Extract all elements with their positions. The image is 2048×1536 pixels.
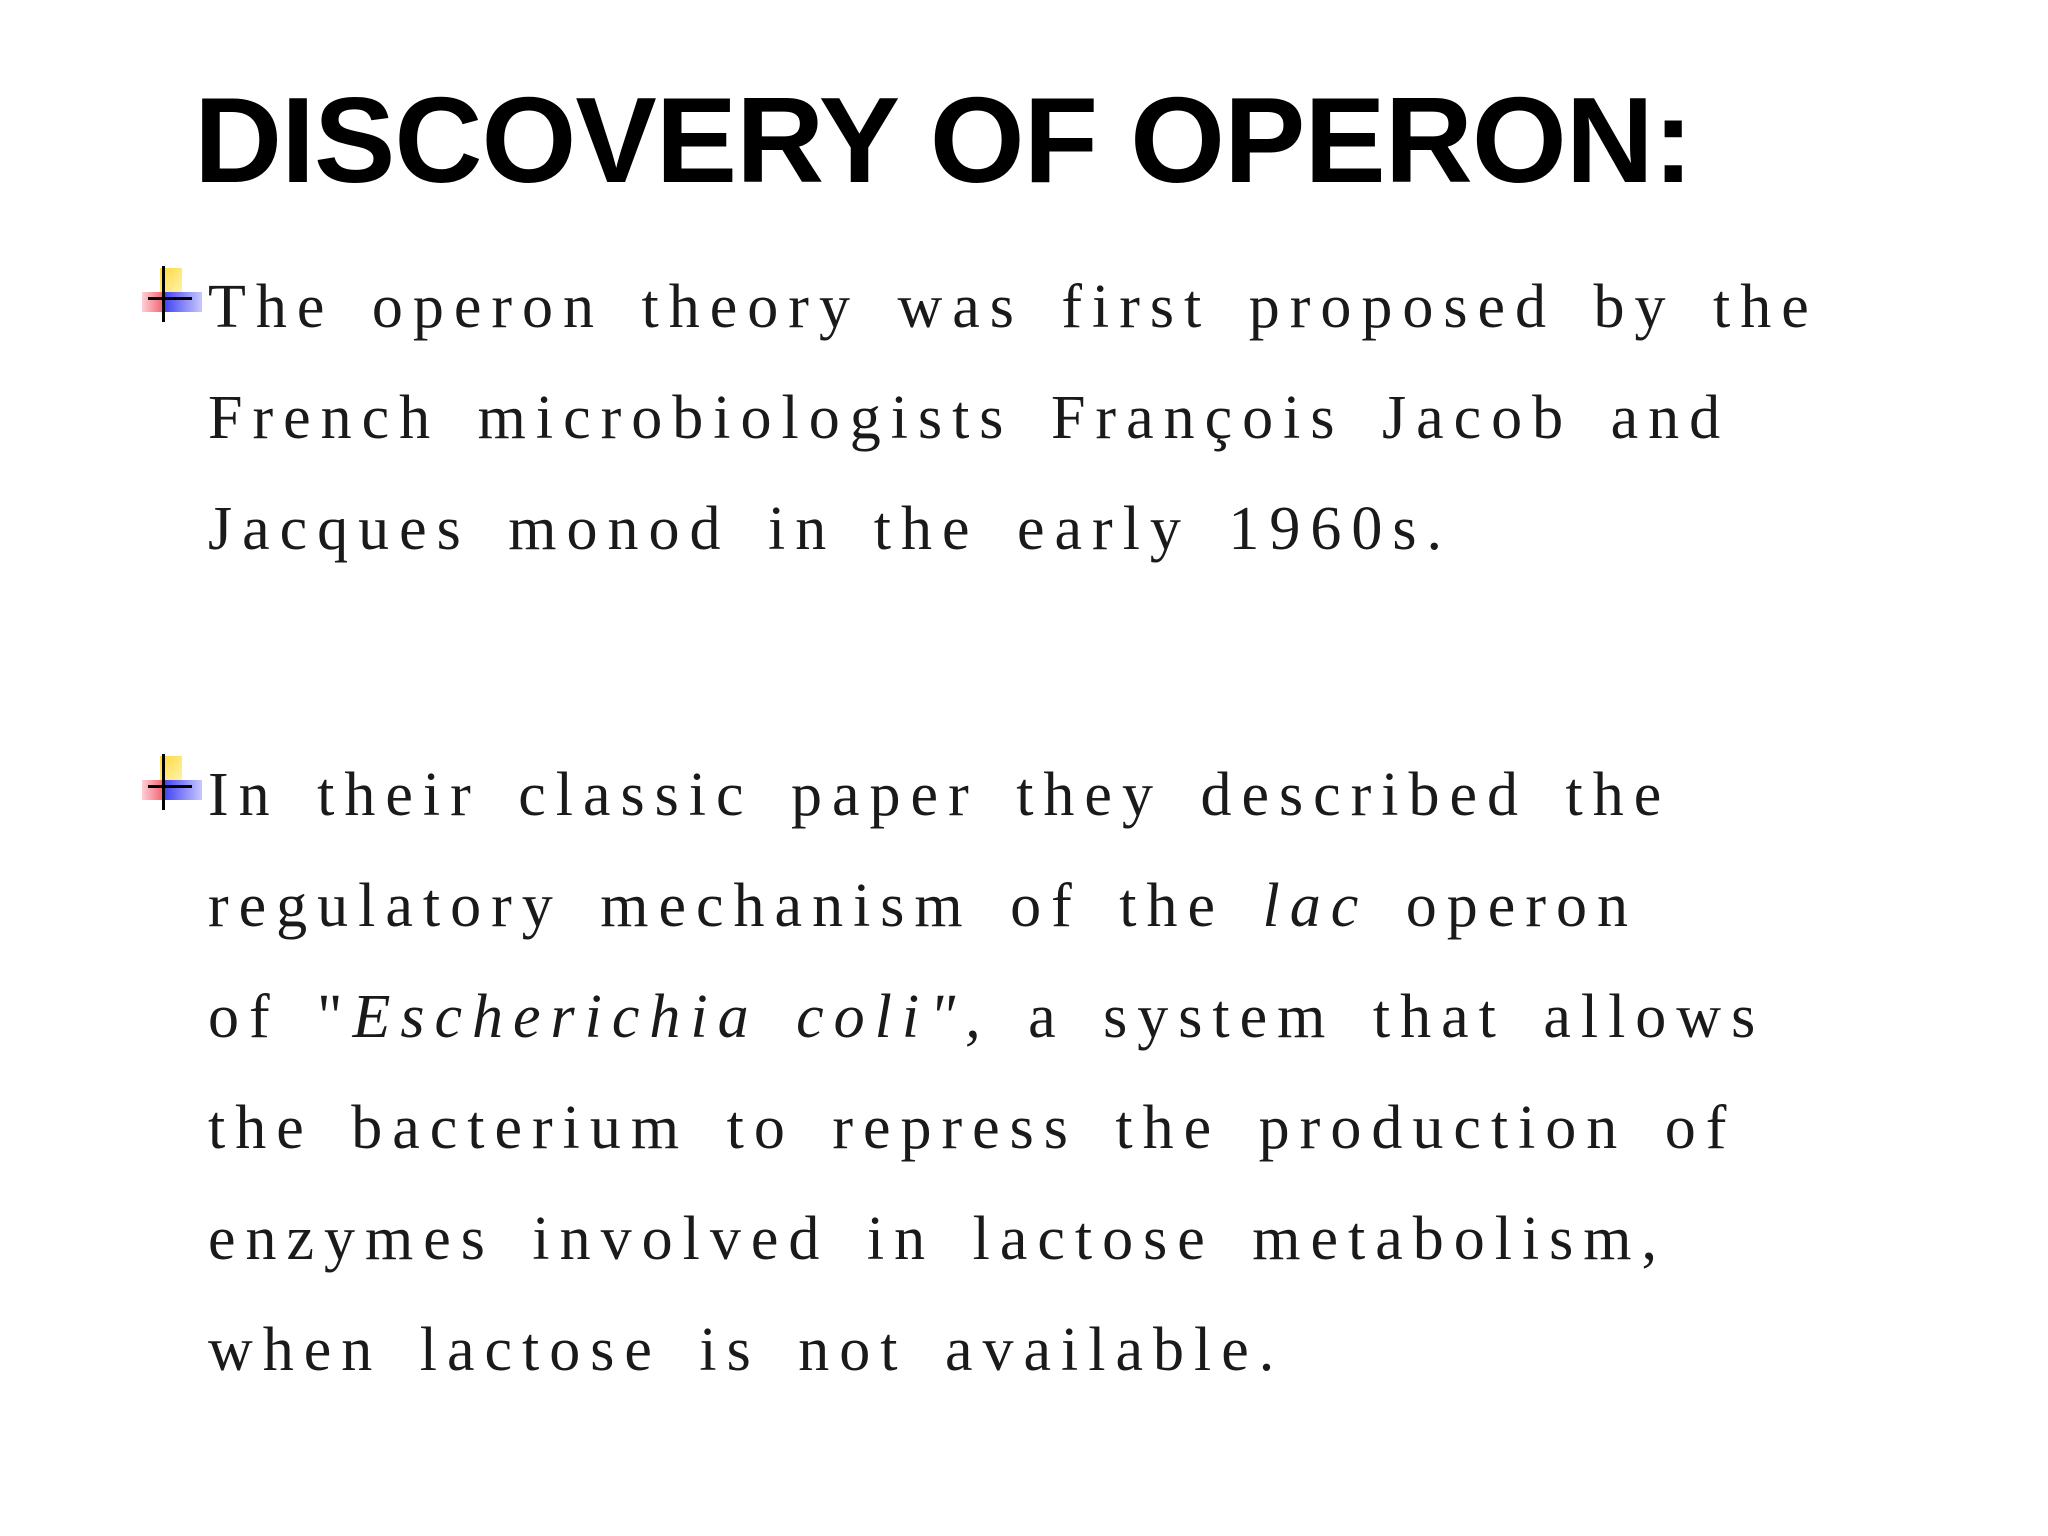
italic-term-lac: lac [1262,872,1369,940]
text-line: enzymes involved in lactose metabolism, [208,1205,1668,1273]
plus-cross-bullet-icon [140,266,204,324]
text-run: regulatory mechanism of the [208,872,1263,940]
text-run: of " [208,983,353,1051]
text-line: In their classic paper they described the [208,761,1672,829]
text-run: operon [1368,872,1638,940]
slide-title: DISCOVERY OF OPERON: [194,72,1693,208]
plus-cross-bullet-icon [140,754,204,812]
text-line: The operon theory was first proposed by the [208,273,1819,341]
text-line: the bacterium to repress the production of [208,1094,1737,1162]
text-line: when lactose is not available. [208,1316,1285,1384]
text-line [208,962,1928,1073]
text-line [208,851,1928,962]
text-line: Jacques monod in the early 1960s. [208,495,1453,563]
bullet-text [208,740,1928,1406]
italic-term-escherichia-coli: Escherichia coli", [352,983,991,1051]
text-run: a system that allows [990,983,1766,1051]
bullet-text [208,252,1928,585]
text-line: French microbiologists François Jacob and [208,384,1731,452]
